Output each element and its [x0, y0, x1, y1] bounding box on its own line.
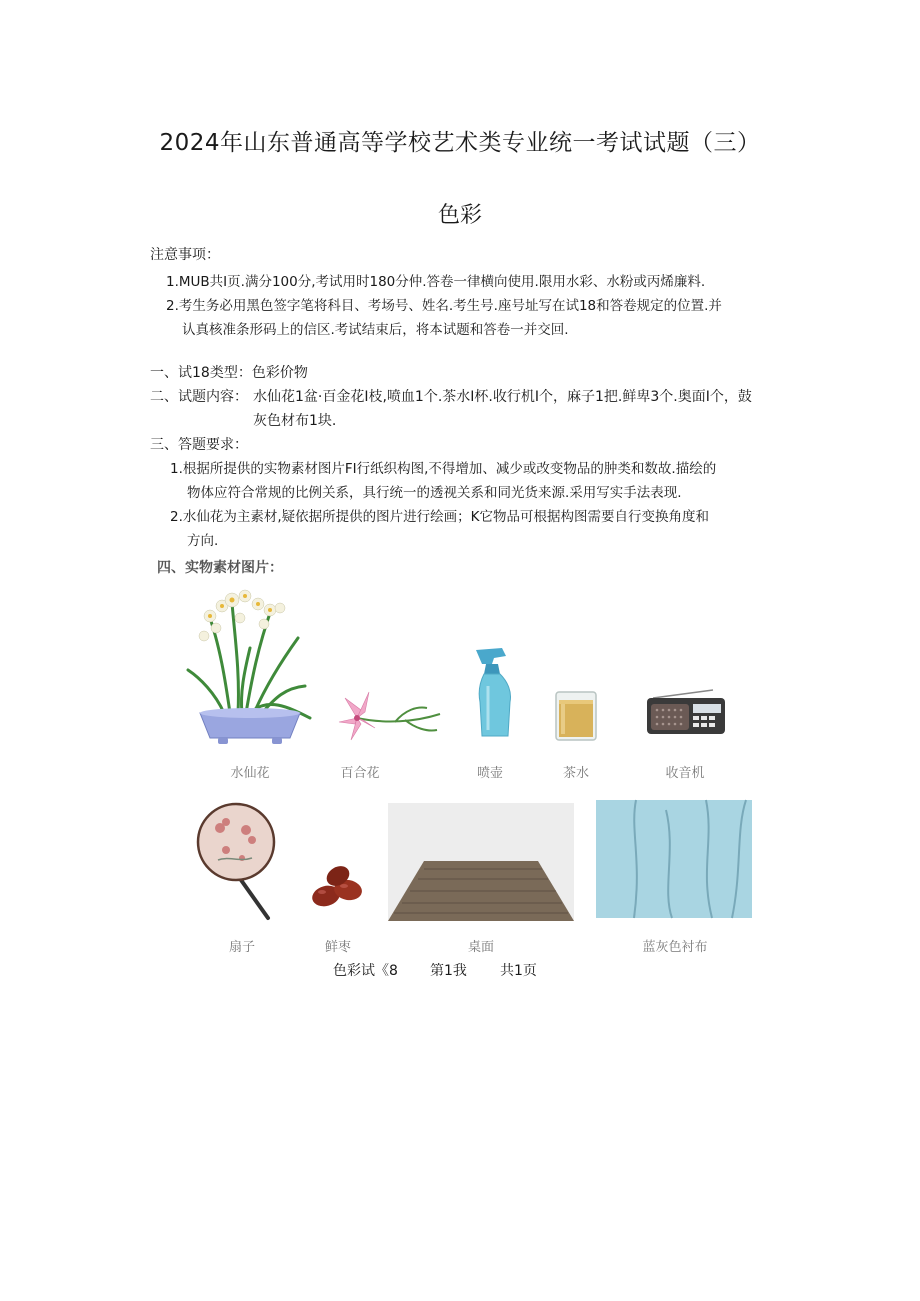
notice-item-1: 1.MUB共I页.满分100分,考试用时180分仲.答卷一律横向使用.限用水彩、水粉或丙烯廉料.: [166, 274, 706, 290]
section-2-label: 二、试题内容：: [150, 389, 248, 405]
tea-image: [552, 688, 600, 744]
section-1-type: 一、试18类型：色彩价物: [150, 365, 308, 381]
label-fan: 扇子: [228, 940, 255, 955]
label-radio: 收音机: [665, 766, 705, 781]
requirement-2-line-2: 方向.: [187, 533, 219, 549]
section-2-content-line-2: 灰色材布1块.: [253, 413, 337, 429]
label-narcissus: 水仙花: [230, 766, 270, 781]
label-lily: 百合花: [340, 766, 380, 781]
notice-heading: 注意事项：: [150, 247, 220, 263]
label-sprayer: 喷壶: [476, 766, 503, 781]
subject-title: 色彩: [437, 203, 482, 228]
requirement-2-line-1: 2.水仙花为主素材,疑依据所提供的图片进行绘画；K它物品可根据构图需要自行变换角度和: [170, 509, 710, 525]
cloth-image: [596, 800, 752, 918]
requirement-1-line-2: 物体应符合常规的比例关系，具行统一的透视关系和同光货来源.采用写实手法表现.: [187, 485, 682, 501]
label-tea: 茶水: [562, 766, 589, 781]
dates-image: [308, 860, 370, 912]
section-4-heading: 四、实物素材图片：: [157, 560, 283, 576]
table-image: [388, 803, 574, 921]
sprayer-image: [468, 642, 523, 742]
label-cloth: 蓝灰色衬布: [642, 940, 708, 955]
footer-total-pages: 共1页: [500, 963, 537, 979]
label-table: 桌面: [467, 940, 494, 955]
exam-title: 2024年山东普通高等学校艺术类专业统一考试试题（三）: [159, 130, 761, 156]
footer-page-number: 第1我: [430, 963, 467, 979]
radio-image: [643, 686, 728, 738]
footer-doc: 色彩试《8: [333, 963, 398, 979]
fan-image: [196, 800, 286, 925]
requirement-1-line-1: 1.根据所提供的实物素材图片FI行纸织构图,不得增加、减少或改变物品的肿类和数故.描绘的: [170, 461, 717, 477]
narcissus-image: [180, 578, 320, 753]
lily-image: [335, 680, 445, 750]
notice-item-2-line-1: 2.考生务必用黑色签字笔将科目、考场号、姓名.考生号.座号址写在试18和答卷规定的位置.并: [166, 298, 722, 314]
section-2-content-line-1: 水仙花1盆·百金花I枝,喷血1个.茶水I杯.收行机I个，麻子1把.鲜卑3个.奥面I个，鼓: [253, 389, 752, 405]
section-3-label: 三、答题要求：: [150, 437, 248, 453]
notice-item-2-line-2: 认真核准条形码上的信区.考试结束后，将本试题和答卷一并交回.: [182, 322, 569, 338]
label-dates: 鲜枣: [324, 940, 351, 955]
